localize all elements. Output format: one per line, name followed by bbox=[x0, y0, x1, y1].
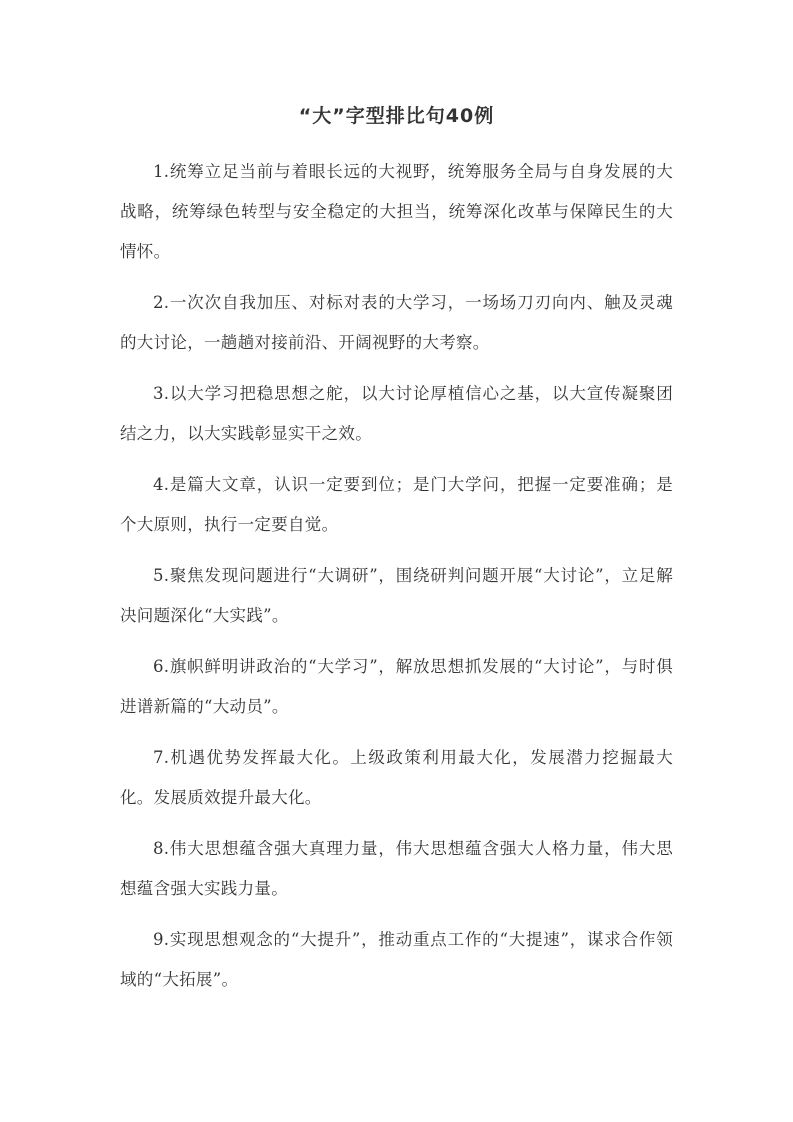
paragraph-3: 3.以大学习把稳思想之舵，以大讨论厚植信心之基，以大宣传凝聚团结之力，以大实践彰显实干之效。 bbox=[120, 384, 673, 443]
paragraph-5: 5.聚焦发现问题进行“大调研”，围绕研判问题开展“大讨论”，立足解决问题深化“大实践”。 bbox=[120, 566, 673, 625]
paragraph-9: 9.实现思想观念的“大提升”，推动重点工作的“大提速”，谋求合作领域的“大拓展”。 bbox=[120, 930, 673, 989]
paragraph-1: 1.统筹立足当前与着眼长远的大视野，统筹服务全局与自身发展的大战略，统筹绿色转型与安全稳定的大担当，统筹深化改革与保障民生的大情怀。 bbox=[120, 162, 673, 261]
paragraph-4: 4.是篇大文章，认识一定要到位；是门大学问，把握一定要准确；是个大原则，执行一定要自觉。 bbox=[120, 475, 673, 534]
paragraph-8: 8.伟大思想蕴含强大真理力量，伟大思想蕴含强大人格力量，伟大思想蕴含强大实践力量。 bbox=[120, 839, 673, 898]
paragraph-6: 6.旗帜鲜明讲政治的“大学习”，解放思想抓发展的“大讨论”，与时俱进谱新篇的“大动员”。 bbox=[120, 657, 673, 716]
paragraph-7: 7.机遇优势发挥最大化。上级政策利用最大化，发展潜力挖掘最大化。发展质效提升最大化。 bbox=[120, 748, 673, 807]
document-title: “大”字型排比句40例 bbox=[298, 105, 495, 127]
paragraph-2: 2.一次次自我加压、对标对表的大学习，一场场刀刃向内、触及灵魂的大讨论，一趟趟对接前沿、开阔视野的大考察。 bbox=[120, 293, 673, 352]
